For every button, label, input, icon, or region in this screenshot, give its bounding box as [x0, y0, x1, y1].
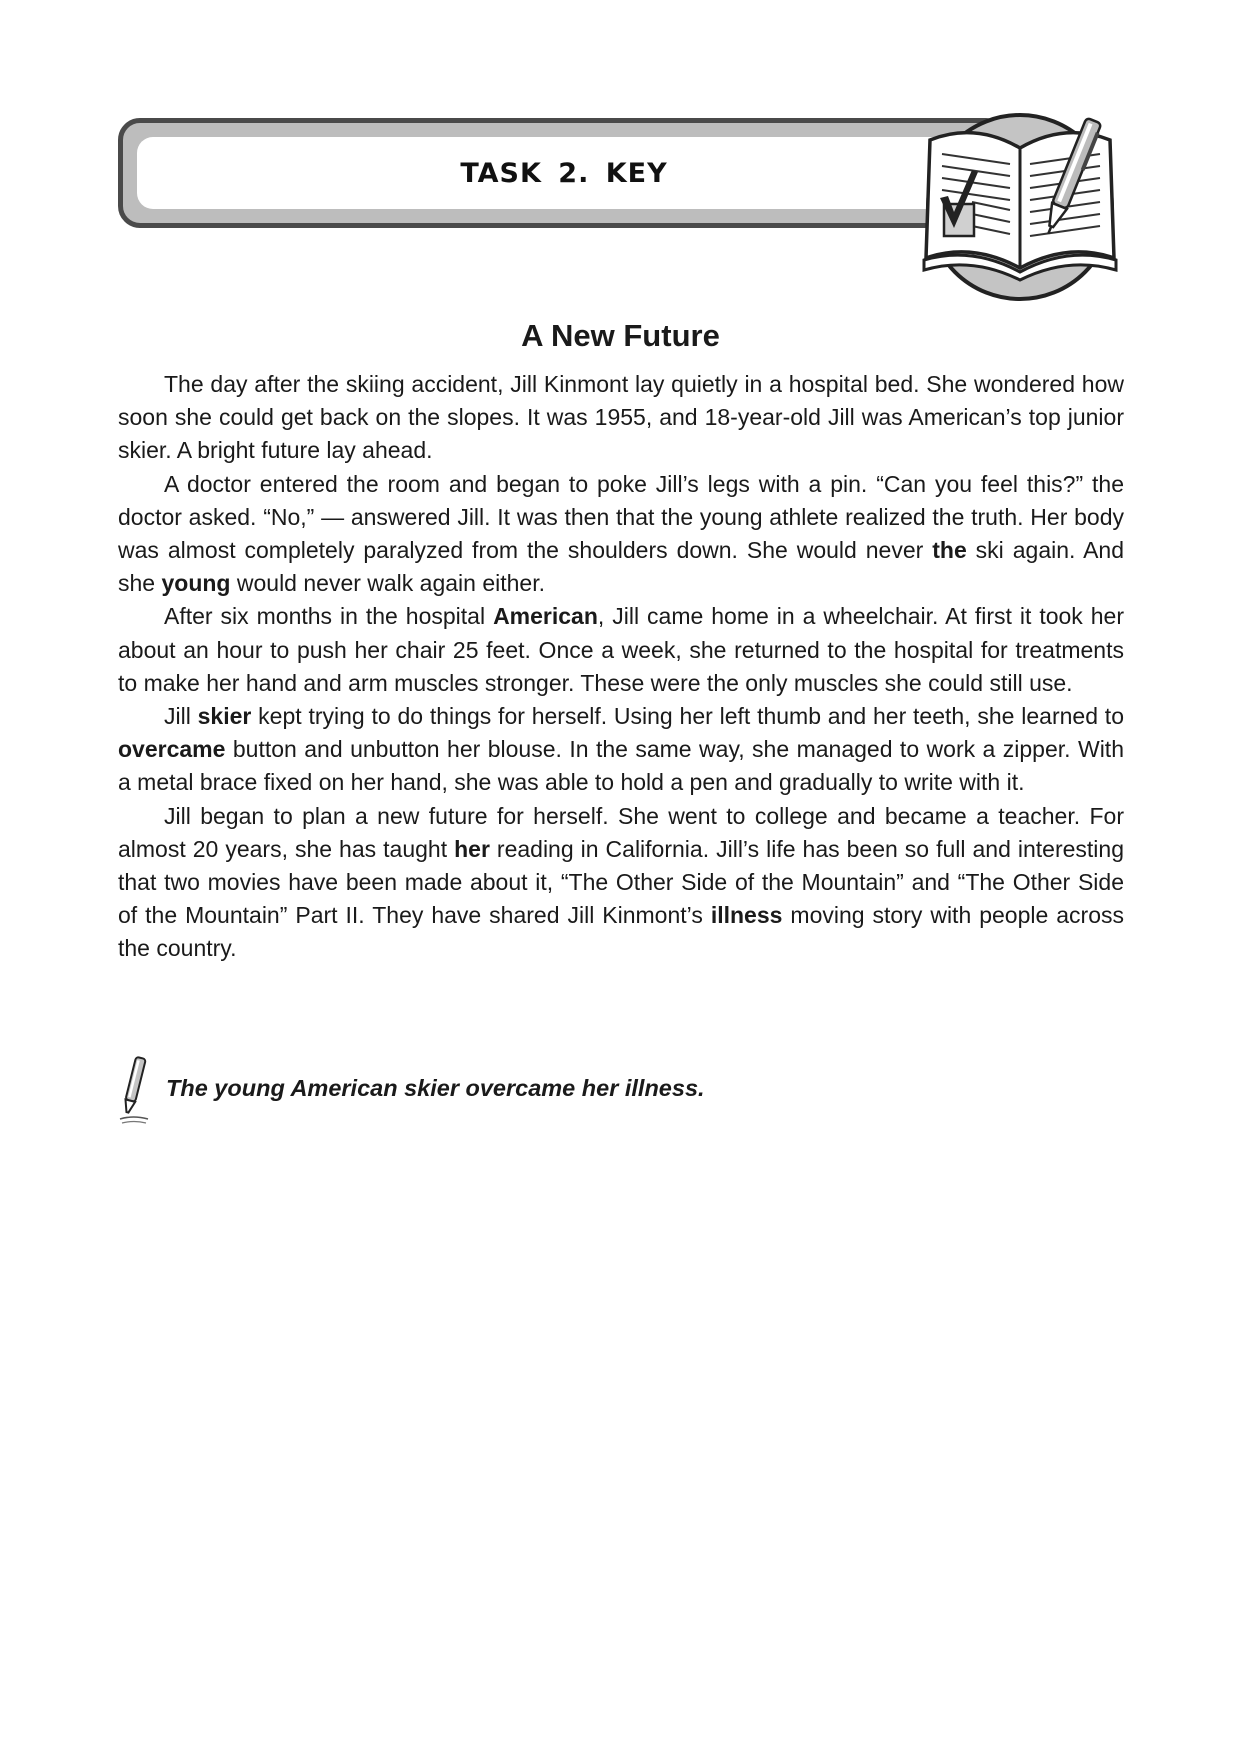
highlighted-word: skier — [197, 703, 252, 730]
story-paragraph — [118, 700, 1124, 800]
highlighted-word: American — [493, 603, 598, 630]
story-paragraph — [118, 800, 1124, 966]
paragraph-text: ski again. And she — [118, 537, 1124, 597]
paragraph-text: reading in California. Jill’s life has been so full and interesting that two movies have been made about it, “The Other Side of the Mountain” and “The Other Side of the Mountain” Part II. They have shared Jill Kinmont’s — [118, 835, 1124, 929]
paragraph-text: Jill began to plan a new future for herself. She went to college and became a teacher. For almost 20 years, she has taught — [118, 802, 1124, 862]
paragraph-text: After six months in the hospital — [164, 603, 494, 630]
story-paragraph — [118, 468, 1124, 601]
highlighted-word: the — [932, 537, 967, 564]
paragraph-text: would never walk again either. — [230, 570, 546, 597]
story-paragraph — [118, 368, 1124, 468]
task-banner — [118, 118, 1008, 228]
story-title: A New Future — [521, 318, 720, 353]
open-book-checkmark-pen-icon — [920, 110, 1130, 310]
pen-icon — [116, 1055, 150, 1125]
highlighted-word: overcame — [118, 736, 226, 763]
highlighted-word: young — [161, 570, 231, 597]
story-paragraph — [118, 600, 1124, 700]
task-title: TASK 2. KEY — [460, 157, 668, 189]
paragraph-text: Jill — [164, 703, 198, 730]
paragraph-text: The day after the skiing accident, Jill Kinmont lay quietly in a hospital bed. She wondered how soon she could get back on the slopes. It was 1955, and 18-year-old Jill was American’s top junior skier. A bright future lay ahead. — [118, 371, 1124, 464]
highlighted-word: illness — [710, 902, 783, 929]
paragraph-text: button and unbutton her blouse. In the same way, she managed to work a zipper. With a metal brace fixed on her hand, she was able to hold a pen and gradually to write with it. — [118, 736, 1124, 796]
task-banner-inner — [137, 137, 991, 209]
story-body — [118, 368, 1124, 966]
answer-sentence: The young American skier overcame her illness. — [166, 1075, 705, 1101]
paragraph-text: , Jill came home in a wheelchair. At first it took her about an hour to push her chair 25 feet. Once a week, she returned to the hospital for treatments to make her hand and arm muscles stronger. These were the only muscles she could still use. — [118, 603, 1124, 696]
highlighted-word: her — [454, 835, 490, 862]
answer-row — [116, 1055, 916, 1125]
paragraph-text: moving story with people across the country. — [118, 902, 1124, 962]
paragraph-text: A doctor entered the room and began to poke Jill’s legs with a pin. “Can you feel this?” the doctor asked. “No,” — answered Jill. It was then that the young athlete realized the truth. Her body was almost completely paralyzed from the shoulders down. She would never — [118, 470, 1124, 564]
paragraph-text: kept trying to do things for herself. Using her left thumb and her teeth, she learned to — [251, 703, 1124, 730]
